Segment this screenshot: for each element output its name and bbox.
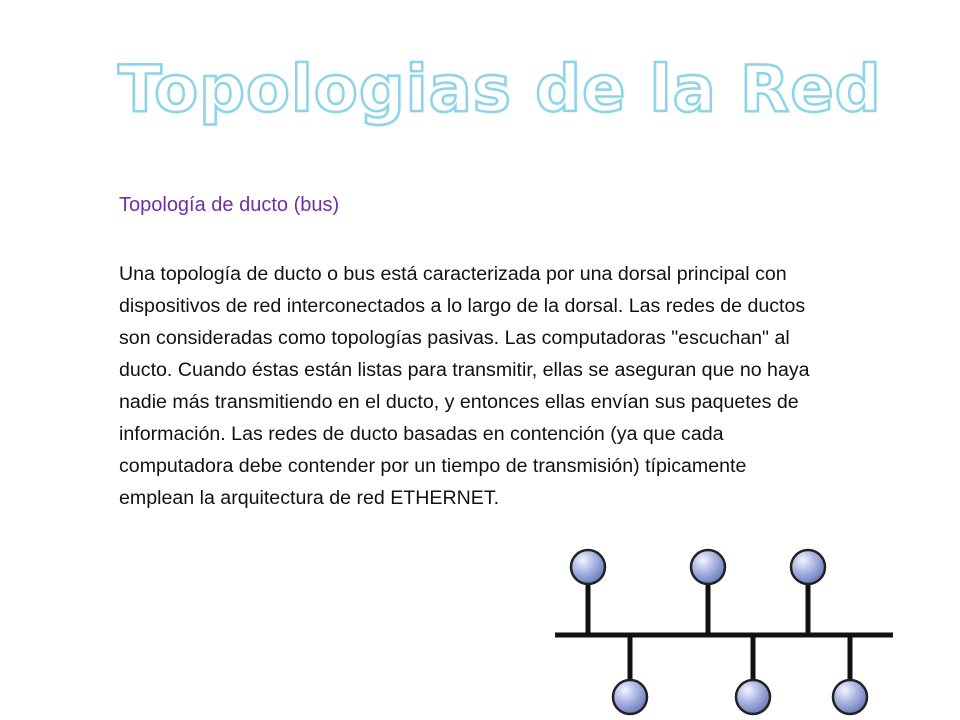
network-node-icon [571, 550, 605, 584]
network-node-icon [691, 550, 725, 584]
slide-subtitle: Topología de ducto (bus) [119, 194, 340, 216]
network-node-icon [791, 550, 825, 584]
bus-topology-icon [550, 540, 900, 720]
slide-title: Topologias de la Red [118, 53, 882, 127]
network-node-icon [833, 680, 867, 714]
slide-body-text: Una topología de ducto o bus está caracterizada por una dorsal principal con dispositivos de red interconectados a lo largo de la dorsal. Las redes de ductos son consideradas como topologías pasivas. Las computadoras "escuchan" al ducto. Cuando éstas están listas para transmitir, ellas se aseguran que no haya nadie más transmitiendo en el ducto, y entonces ellas envían sus paquetes de información. Las redes de ducto basadas en contención (ya que cada computadora debe contender por un tiempo de transmisión) típicamente emplean la arquitectura de red ETHERNET. [119, 263, 810, 509]
network-node-icon [613, 680, 647, 714]
network-node-icon [736, 680, 770, 714]
